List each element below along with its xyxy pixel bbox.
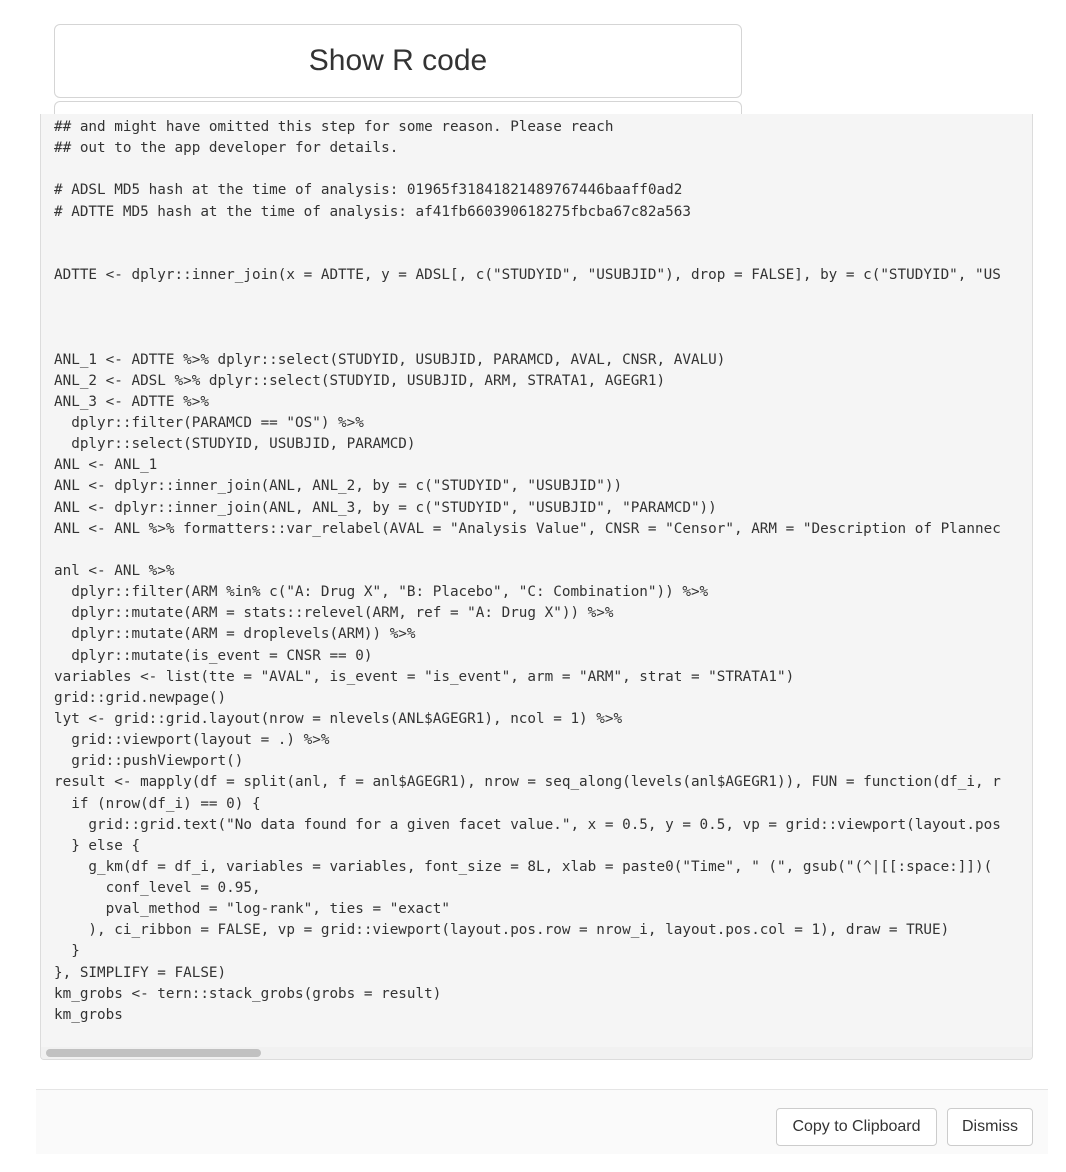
code-line — [54, 159, 1001, 180]
code-line: ANL <- ANL %>% formatters::var_relabel(AVAL = "Analysis Value", CNSR = "Censor", ARM = "Description of Plannec — [54, 520, 1001, 537]
code-line: dplyr::mutate(ARM = droplevels(ARM)) %>% — [54, 626, 416, 643]
code-line: grid::grid.newpage() — [54, 689, 227, 706]
code-line: km_grobs — [54, 1006, 123, 1023]
show-r-code-button[interactable]: Show R code — [54, 24, 742, 98]
code-line: } — [54, 943, 80, 960]
code-line — [54, 307, 1001, 328]
code-line: # ADSL MD5 hash at the time of analysis: 01965f31841821489767446baaff0ad2 — [54, 182, 683, 199]
code-line: variables <- list(tte = "AVAL", is_event = "is_event", arm = "ARM", strat = "STRATA1") — [54, 668, 795, 685]
code-line: dplyr::filter(ARM %in% c("A: Drug X", "B: Placebo", "C: Combination")) %>% — [54, 584, 709, 601]
code-line: km_grobs <- tern::stack_grobs(grobs = result) — [54, 985, 442, 1002]
modal-footer — [36, 1090, 1048, 1154]
code-line: grid::pushViewport() — [54, 753, 244, 770]
code-line — [54, 223, 1001, 244]
code-line: grid::grid.text("No data found for a given facet value.", x = 0.5, y = 0.5, vp = grid::viewport(layout.pos — [54, 816, 1001, 833]
copy-to-clipboard-button[interactable]: Copy to Clipboard — [776, 1108, 937, 1146]
code-line: ANL_1 <- ADTTE %>% dplyr::select(STUDYID, USUBJID, PARAMCD, AVAL, CNSR, AVALU) — [54, 351, 726, 368]
code-line: ANL_2 <- ADSL %>% dplyr::select(STUDYID, USUBJID, ARM, STRATA1, AGEGR1) — [54, 372, 666, 389]
dismiss-button[interactable]: Dismiss — [947, 1108, 1033, 1146]
code-line: dplyr::select(STUDYID, USUBJID, PARAMCD) — [54, 436, 416, 453]
code-line — [54, 328, 1001, 349]
code-line: # ADTTE MD5 hash at the time of analysis: af41fb660390618275fbcba67c82a563 — [54, 203, 691, 220]
code-lines — [54, 117, 1001, 1026]
code-line: ANL_3 <- ADTTE %>% — [54, 393, 209, 410]
code-block[interactable] — [40, 114, 1033, 1060]
horizontal-scrollbar[interactable] — [41, 1047, 1032, 1059]
code-line: pval_method = "log-rank", ties = "exact" — [54, 901, 450, 918]
code-line: ADTTE <- dplyr::inner_join(x = ADTTE, y = ADSL[, c("STUDYID", "USUBJID"), drop = FALSE], by = c("STUDYID", "US — [54, 266, 1001, 283]
code-line: ), ci_ribbon = FALSE, vp = grid::viewport(layout.pos.row = nrow_i, layout.pos.col = 1), draw = TRUE) — [54, 922, 950, 939]
code-line: ## out to the app developer for details. — [54, 140, 399, 157]
code-line: dplyr::mutate(is_event = CNSR == 0) — [54, 647, 373, 664]
code-line: lyt <- grid::grid.layout(nrow = nlevels(ANL$AGEGR1), ncol = 1) %>% — [54, 710, 623, 727]
code-line: anl <- ANL %>% — [54, 562, 175, 579]
code-line: }, SIMPLIFY = FALSE) — [54, 964, 227, 981]
code-line: ANL <- dplyr::inner_join(ANL, ANL_3, by = c("STUDYID", "USUBJID", "PARAMCD")) — [54, 499, 717, 516]
code-line — [54, 244, 1001, 265]
scrollbar-thumb[interactable] — [46, 1049, 261, 1057]
code-line: ANL <- dplyr::inner_join(ANL, ANL_2, by = c("STUDYID", "USUBJID")) — [54, 478, 623, 495]
code-line: if (nrow(df_i) == 0) { — [54, 795, 261, 812]
code-line: conf_level = 0.95, — [54, 880, 261, 897]
code-line: dplyr::mutate(ARM = stats::relevel(ARM, ref = "A: Drug X")) %>% — [54, 605, 614, 622]
code-line: dplyr::filter(PARAMCD == "OS") %>% — [54, 414, 364, 431]
code-line — [54, 540, 1001, 561]
code-line: grid::viewport(layout = .) %>% — [54, 732, 330, 749]
code-line: ## and might have omitted this step for some reason. Please reach — [54, 119, 614, 135]
code-line: result <- mapply(df = split(anl, f = anl$AGEGR1), nrow = seq_along(levels(anl$AGEGR1)), FUN = function(df_i, r — [54, 774, 1001, 791]
code-line — [54, 286, 1001, 307]
code-line: ANL <- ANL_1 — [54, 457, 158, 474]
code-line: } else { — [54, 837, 141, 854]
code-line: g_km(df = df_i, variables = variables, font_size = 8L, xlab = paste0("Time", " (", gsub("(^|[[:space:]])( — [54, 858, 993, 875]
